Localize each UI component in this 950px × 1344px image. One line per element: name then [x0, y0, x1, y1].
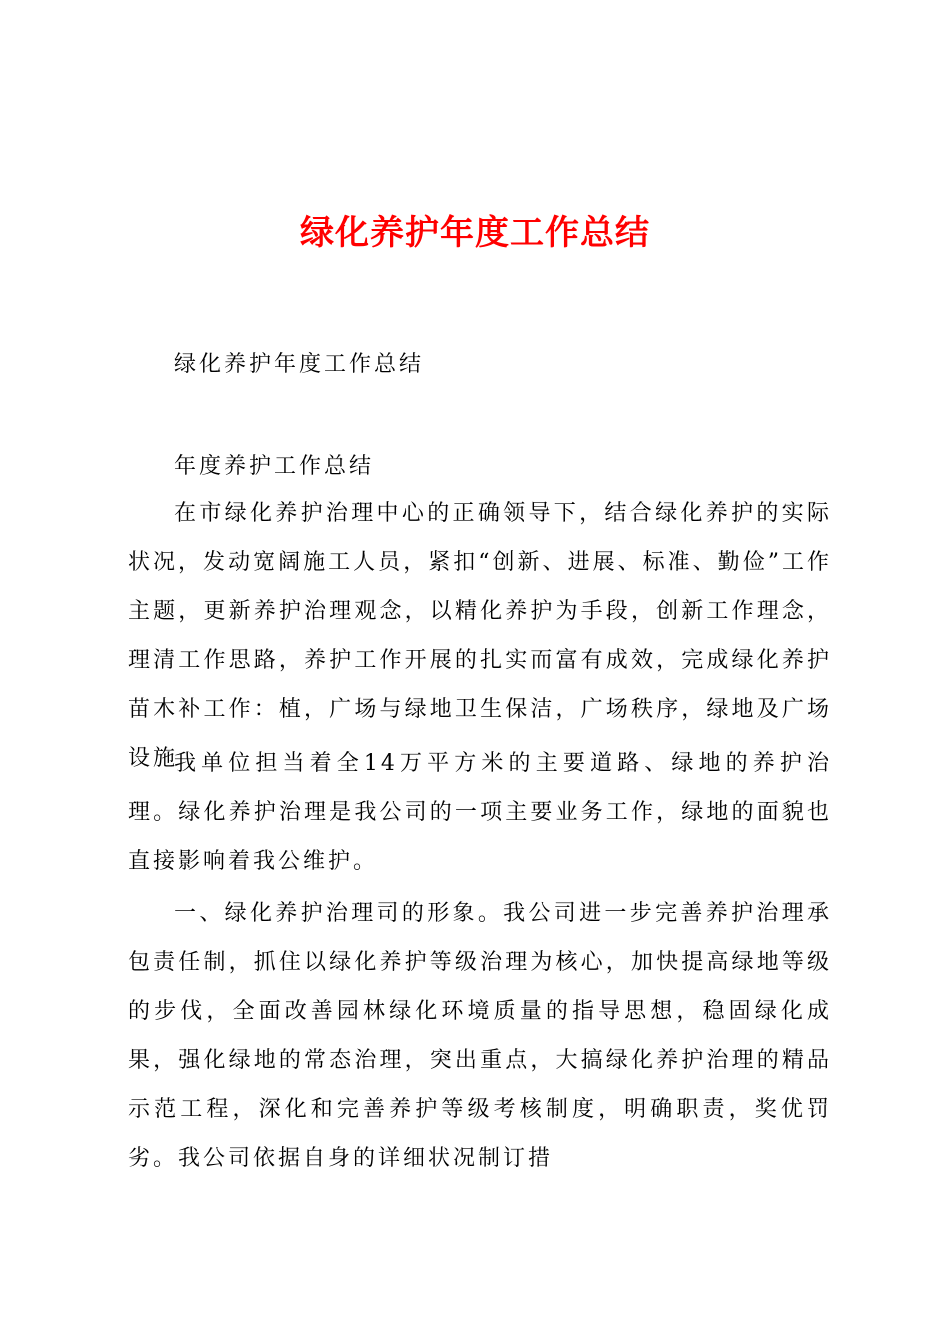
- document-subtitle: 绿化养护年度工作总结: [174, 352, 425, 377]
- section-heading: 年度养护工作总结: [174, 454, 375, 479]
- paragraph-intro: 在市绿化养护治理中心的正确领导下，结合绿化养护的实际状况，发动宽阔施工人员，紧扣“创新、进展、标准、勤俭”工作主题，更新养护治理观念，以精化养护为手段，创新工作理念，理清工作思路，养护工作开展的扎实而富有成效，完成绿化养护苗木补工作：植，广场与绿地卫生保洁，广场秩序，绿地及广场设施: [128, 501, 832, 771]
- document-title: 绿化养护年度工作总结: [300, 213, 650, 253]
- paragraph-scope: 我单位担当着全14万平方米的主要道路、绿地的养护治理。绿化养护治理是我公司的一项主要业务工作，绿地的面貌也直接影响着我公维护。: [128, 751, 832, 874]
- paragraph-section-one: 一、绿化养护治理司的形象。我公司进一步完善养护治理承包责任制，抓住以绿化养护等级治理为核心，加快提高绿地等级的步伐，全面改善园林绿化环境质量的指导思想，稳固绿化成果，强化绿地的常态治理，突出重点，大搞绿化养护治理的精品示范工程，深化和完善养护等级考核制度，明确职责，奖优罚劣。我公司依据自身的详细状况制订措: [128, 901, 832, 1171]
